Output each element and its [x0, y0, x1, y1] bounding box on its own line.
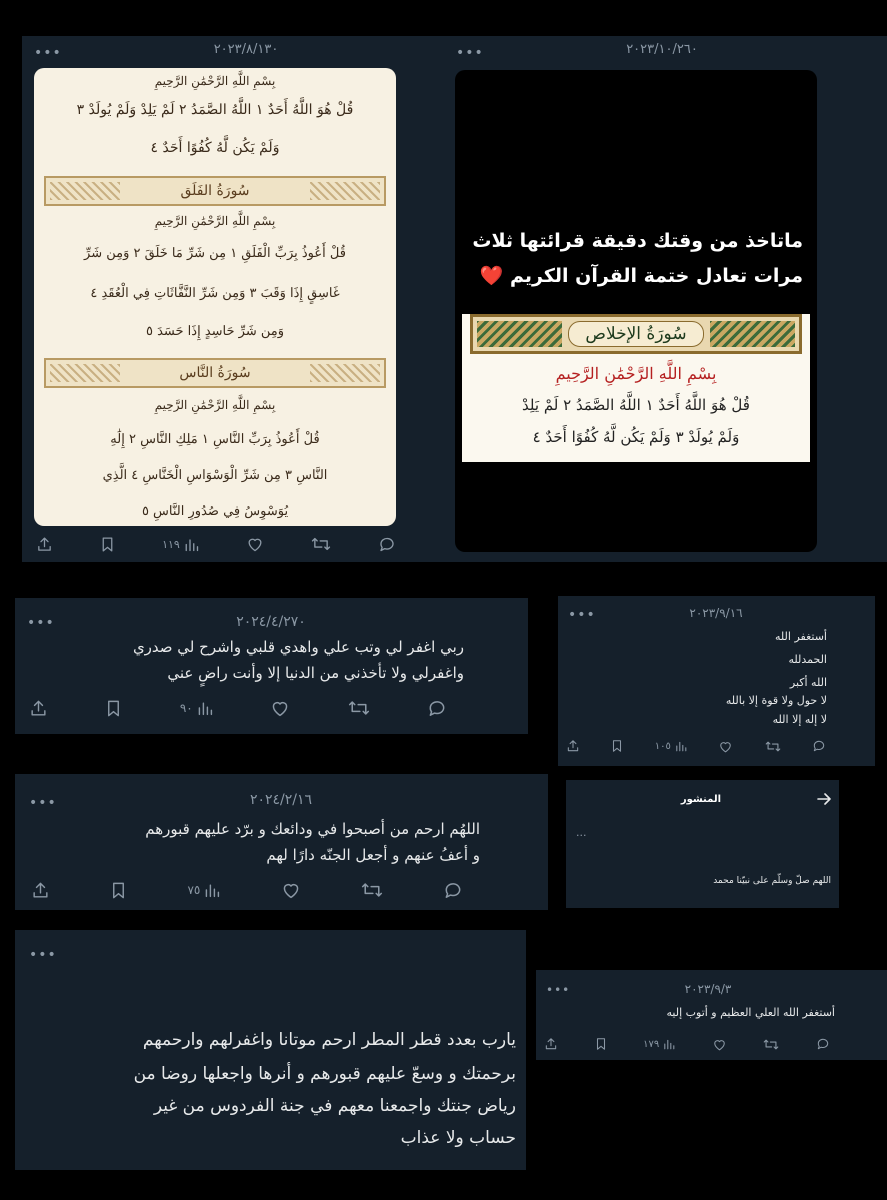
action-bar — [31, 878, 463, 902]
post-card — [536, 970, 887, 1060]
post-date: ٢٠٢٣/٩/٣ — [684, 982, 732, 996]
caption-line: ماتاخذ من وقتك دقيقة قرائتها ثلاث — [472, 230, 803, 252]
post-date: ٢٠٢٣/٨/١٣٠ — [213, 42, 279, 57]
retweet-icon[interactable] — [763, 1038, 779, 1051]
action-bar — [36, 532, 396, 556]
post-text: و أعفُ عنهم و أجعل الجنّه دارًا لهم — [266, 846, 480, 864]
ayah-line: قُلْ أَعُوذُ بِرَبِّ الْفَلَقِ ١ مِن شَرِّ مَا خَلَقَ ٢ وَمِن شَرِّ — [84, 246, 346, 261]
reply-icon[interactable] — [443, 881, 463, 900]
post-date: ٢٠٢٤/٤/٢٧٠ — [236, 614, 306, 630]
post-detail-card — [566, 780, 839, 908]
quran-page-image[interactable] — [34, 68, 396, 526]
retweet-icon[interactable] — [765, 740, 781, 753]
views-stat[interactable] — [187, 882, 220, 898]
ayah-line: قُلْ هُوَ اللَّهُ أَحَدٌ ١ اللَّهُ الصَّمَدُ ٢ لَمْ يَلِدْ — [522, 396, 750, 414]
views-stat[interactable] — [162, 537, 199, 552]
dhikr-line: لا حول ولا قوة إلا بالله — [725, 694, 827, 707]
ayah-line: وَلَمْ يُولَدْ ٣ وَلَمْ يَكُن لَّهُ كُفُوًا أَحَدٌ ٤ — [532, 428, 740, 446]
post-text: أستغفر الله العلي العظيم و أتوب إليه — [666, 1006, 835, 1019]
views-icon — [197, 700, 213, 716]
basmala: بِسْمِ اللَّهِ الرَّحْمَٰنِ الرَّحِيمِ — [555, 364, 717, 383]
post-card — [558, 596, 875, 766]
dhikr-line: أستغفر الله — [775, 630, 827, 643]
quote-image[interactable] — [455, 70, 817, 552]
views-icon — [675, 740, 687, 752]
post-card — [15, 774, 548, 910]
like-icon[interactable] — [246, 536, 264, 552]
views-count: ١١٩ — [162, 537, 180, 551]
surah-header — [470, 314, 802, 354]
ayah-line: وَلَمْ يَكُن لَّهُ كُفُوًا أَحَدٌ ٤ — [150, 140, 280, 156]
more-icon[interactable]: ••• — [29, 947, 57, 963]
ayah-line: النَّاسِ ٣ مِن شَرِّ الْوَسْوَاسِ الْخَنَّاسِ ٤ الَّذِي — [102, 468, 328, 483]
views-stat[interactable] — [643, 1038, 675, 1050]
post-text: اللهُم ارحم من أصبحوا في ودائعك و برّد عليهم قبورهم — [145, 820, 480, 838]
post-card — [15, 598, 528, 734]
like-icon[interactable] — [718, 740, 733, 753]
header-title: المنشور — [680, 794, 721, 805]
basmala: بِسْمِ اللَّهِ الرَّحْمَٰنِ الرَّحِيمِ — [154, 398, 276, 412]
ayah-line: غَاسِقٍ إِذَا وَقَبَ ٣ وَمِن شَرِّ النَّفَّاثَاتِ فِي الْعُقَدِ ٤ — [90, 286, 340, 301]
action-bar — [544, 1034, 830, 1054]
more-icon[interactable]: ••• — [568, 607, 596, 623]
views-icon — [184, 537, 199, 552]
action-bar — [29, 696, 447, 720]
post-text: يارب بعدد قطر المطر ارحم موتانا واغفرلهم وارحمهم — [142, 1030, 516, 1050]
bookmark-icon[interactable] — [110, 881, 127, 900]
post-text: رياض جنتك واجمعنا معهم في جنة الفردوس من غير — [153, 1096, 516, 1116]
post-date: ٢٠٢٣/١٠/٢٦٠ — [626, 42, 698, 57]
surah-header: سُورَةُ الفَلَق — [44, 176, 386, 206]
basmala: بِسْمِ اللَّهِ الرَّحْمَٰنِ الرَّحِيمِ — [154, 74, 276, 88]
like-icon[interactable] — [270, 699, 290, 717]
ayah-line: يُوَسْوِسُ فِي صُدُورِ النَّاسِ ٥ — [141, 504, 289, 519]
bookmark-icon[interactable] — [595, 1037, 607, 1051]
more-icon[interactable]: ... — [576, 826, 587, 839]
ayah-line: قُلْ هُوَ اللَّهُ أَحَدٌ ١ اللَّهُ الصَّمَدُ ٢ لَمْ يَلِدْ وَلَمْ يُولَدْ ٣ — [76, 102, 354, 118]
like-icon[interactable] — [712, 1038, 727, 1051]
share-icon[interactable] — [31, 881, 50, 900]
bookmark-icon[interactable] — [100, 536, 115, 553]
reply-icon[interactable] — [812, 739, 826, 753]
ikhlas-image — [462, 314, 810, 462]
reply-icon[interactable] — [816, 1037, 830, 1051]
post-text: اللهم صلّ وسلّم على نبيّنا محمد — [713, 876, 831, 886]
more-icon[interactable]: ••• — [27, 615, 55, 631]
bookmark-icon[interactable] — [105, 699, 122, 718]
more-icon[interactable]: ••• — [34, 45, 62, 61]
retweet-icon[interactable] — [311, 536, 331, 552]
share-icon[interactable] — [566, 739, 580, 753]
surah-title: سُورَةُ الإخلاص — [568, 321, 703, 347]
views-count: ١٧٩ — [643, 1038, 660, 1050]
views-icon — [204, 882, 220, 898]
views-count: ١٠٥ — [654, 740, 671, 752]
share-icon[interactable] — [36, 536, 53, 553]
ayah-line: وَمِن شَرِّ حَاسِدٍ إِذَا حَسَدَ ٥ — [145, 324, 285, 339]
retweet-icon[interactable] — [361, 881, 383, 899]
retweet-icon[interactable] — [348, 699, 370, 717]
views-stat[interactable] — [180, 700, 213, 716]
post-text: حساب ولا عذاب — [400, 1128, 516, 1148]
more-icon[interactable]: ••• — [456, 45, 484, 61]
post-text: ربي اغفر لي وتب علي واهدي قلبي واشرح لي صدري — [132, 638, 464, 656]
dhikr-line: الحمدلله — [788, 653, 827, 666]
top-card — [22, 36, 887, 562]
post-text: واغفرلي ولا تأخذني من الدنيا إلا وأنت راضٍ عني — [167, 664, 464, 682]
back-arrow-icon[interactable] — [817, 790, 831, 809]
bookmark-icon[interactable] — [611, 739, 623, 753]
ayah-line: قُلْ أَعُوذُ بِرَبِّ النَّاسِ ١ مَلِكِ النَّاسِ ٢ إِلَٰهِ — [110, 432, 320, 447]
share-icon[interactable] — [544, 1037, 558, 1051]
surah-header: سُورَةُ النَّاس — [44, 358, 386, 388]
action-bar — [566, 736, 826, 756]
basmala: بِسْمِ اللَّهِ الرَّحْمَٰنِ الرَّحِيمِ — [154, 214, 276, 228]
post-date: ٢٠٢٣/٩/١٦ — [689, 606, 743, 620]
share-icon[interactable] — [29, 699, 48, 718]
more-icon[interactable]: ••• — [29, 795, 57, 811]
views-count: ٧٥ — [187, 883, 201, 897]
dhikr-line: لا إله إلا الله — [772, 713, 827, 726]
reply-icon[interactable] — [378, 536, 396, 553]
caption-line: مرات تعادل ختمة القرآن الكريم ❤️ — [479, 265, 803, 287]
post-date: ٢٠٢٤/٢/١٦ — [249, 792, 313, 808]
views-icon — [663, 1038, 675, 1050]
dhikr-line: الله أكبر — [789, 676, 827, 689]
views-stat[interactable] — [655, 740, 687, 752]
post-text: برحمتك و وسعّ عليهم قبورهم و أنرها واجعلها روضا من — [133, 1064, 516, 1084]
like-icon[interactable] — [281, 881, 301, 899]
more-icon[interactable]: ••• — [546, 983, 571, 997]
post-card — [15, 930, 526, 1170]
views-count: ٩٠ — [179, 701, 193, 715]
reply-icon[interactable] — [427, 699, 447, 718]
